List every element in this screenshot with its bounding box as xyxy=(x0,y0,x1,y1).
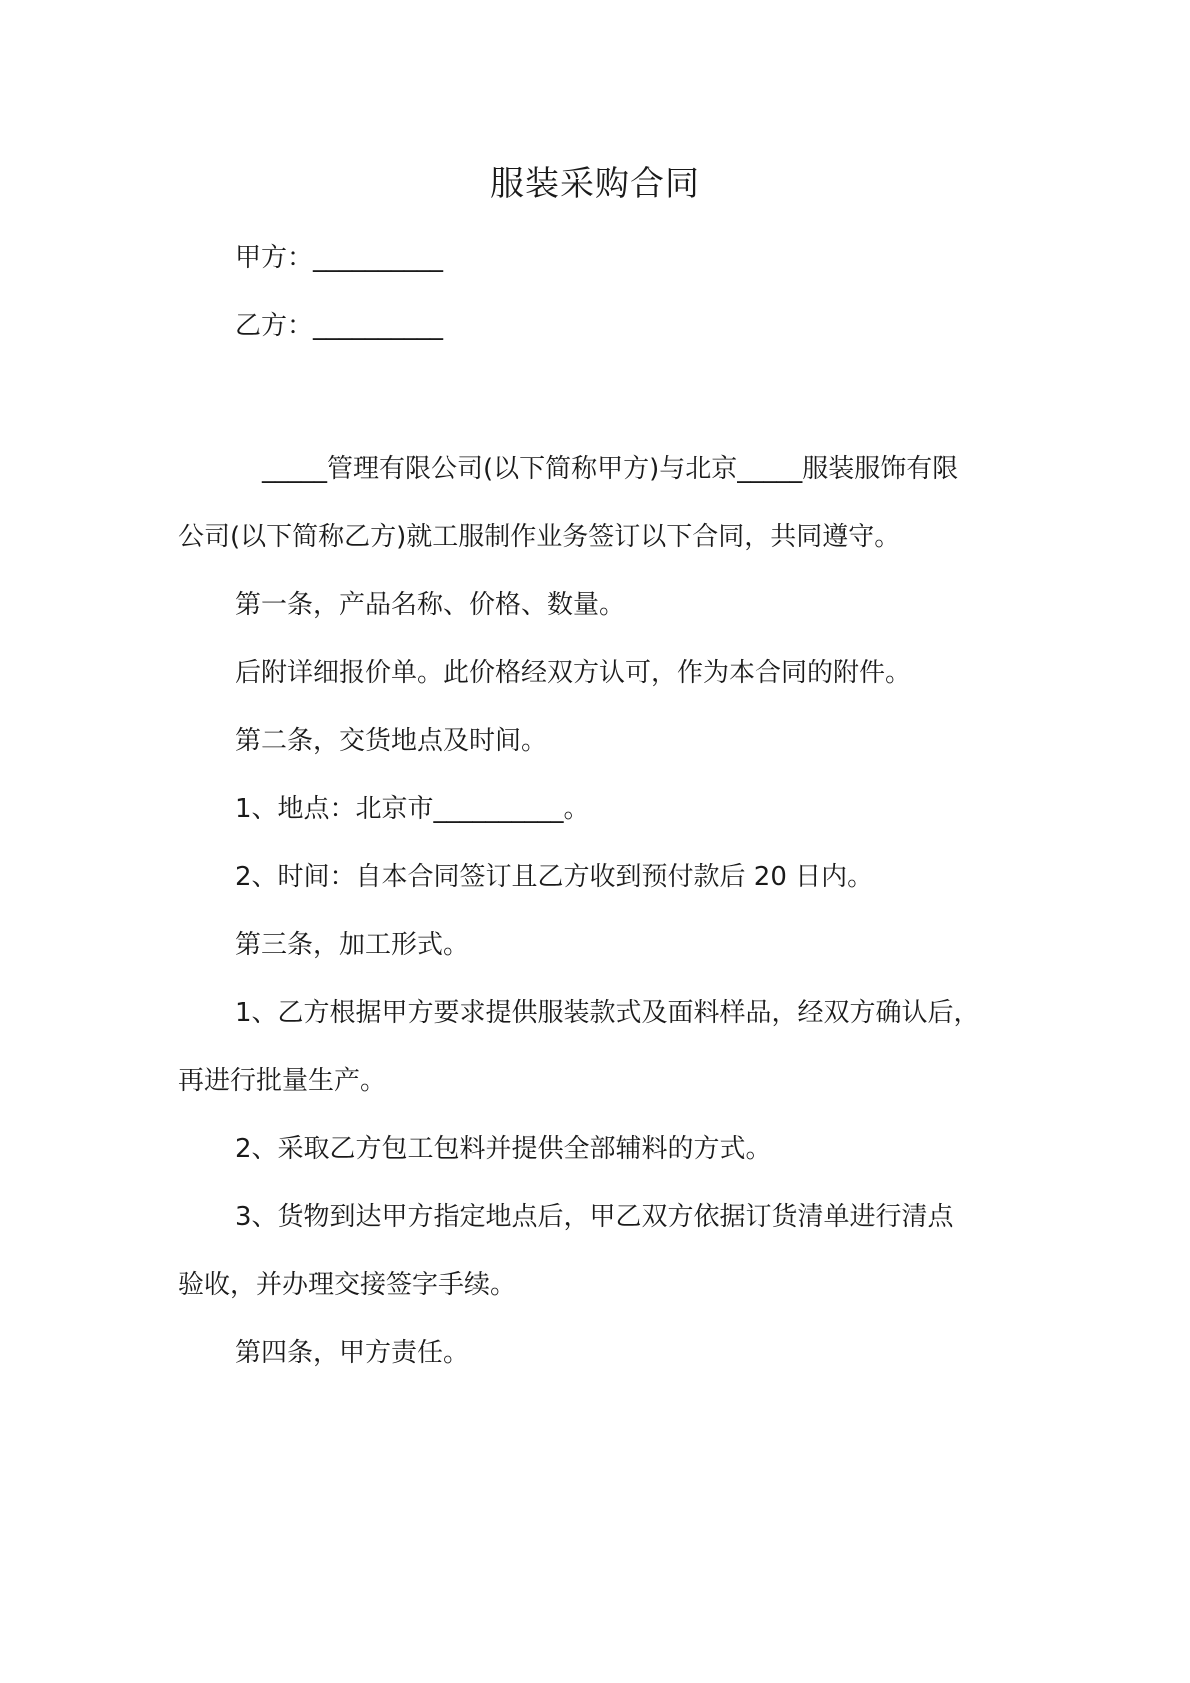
party-b-line: 乙方：__________ xyxy=(235,311,444,341)
article-1-text: 后附详细报价单。此价格经双方认可，作为本合同的附件。 xyxy=(235,658,912,688)
party-a-line: 甲方：__________ xyxy=(235,243,444,273)
article-3-item-3-line-2: 验收，并办理交接签字手续。 xyxy=(178,1270,517,1300)
article-2-item-1: 1、地点：北京市__________。 xyxy=(235,794,590,824)
article-3-item-3-line-1: 3、货物到达甲方指定地点后，甲乙双方依据订货清单进行清点 xyxy=(235,1202,954,1232)
article-2-item-2: 2、时间：自本合同签订且乙方收到预付款后 20 日内。 xyxy=(235,862,874,892)
intro-line-1: _____管理有限公司(以下简称甲方)与北京_____服装服饰有限 xyxy=(262,454,959,484)
article-3-heading: 第三条，加工形式。 xyxy=(235,930,470,960)
article-4-heading: 第四条，甲方责任。 xyxy=(235,1338,470,1368)
intro-line-2: 公司(以下简称乙方)就工服制作业务签订以下合同，共同遵守。 xyxy=(178,522,901,552)
article-3-item-1-line-2: 再进行批量生产。 xyxy=(178,1066,387,1096)
document-title: 服装采购合同 xyxy=(490,164,700,204)
article-3-item-2: 2、采取乙方包工包料并提供全部辅料的方式。 xyxy=(235,1134,772,1164)
article-2-heading: 第二条，交货地点及时间。 xyxy=(235,726,548,756)
article-1-heading: 第一条，产品名称、价格、数量。 xyxy=(235,590,626,620)
article-3-item-1-line-1: 1、乙方根据甲方要求提供服装款式及面料样品，经双方确认后， xyxy=(235,998,980,1028)
